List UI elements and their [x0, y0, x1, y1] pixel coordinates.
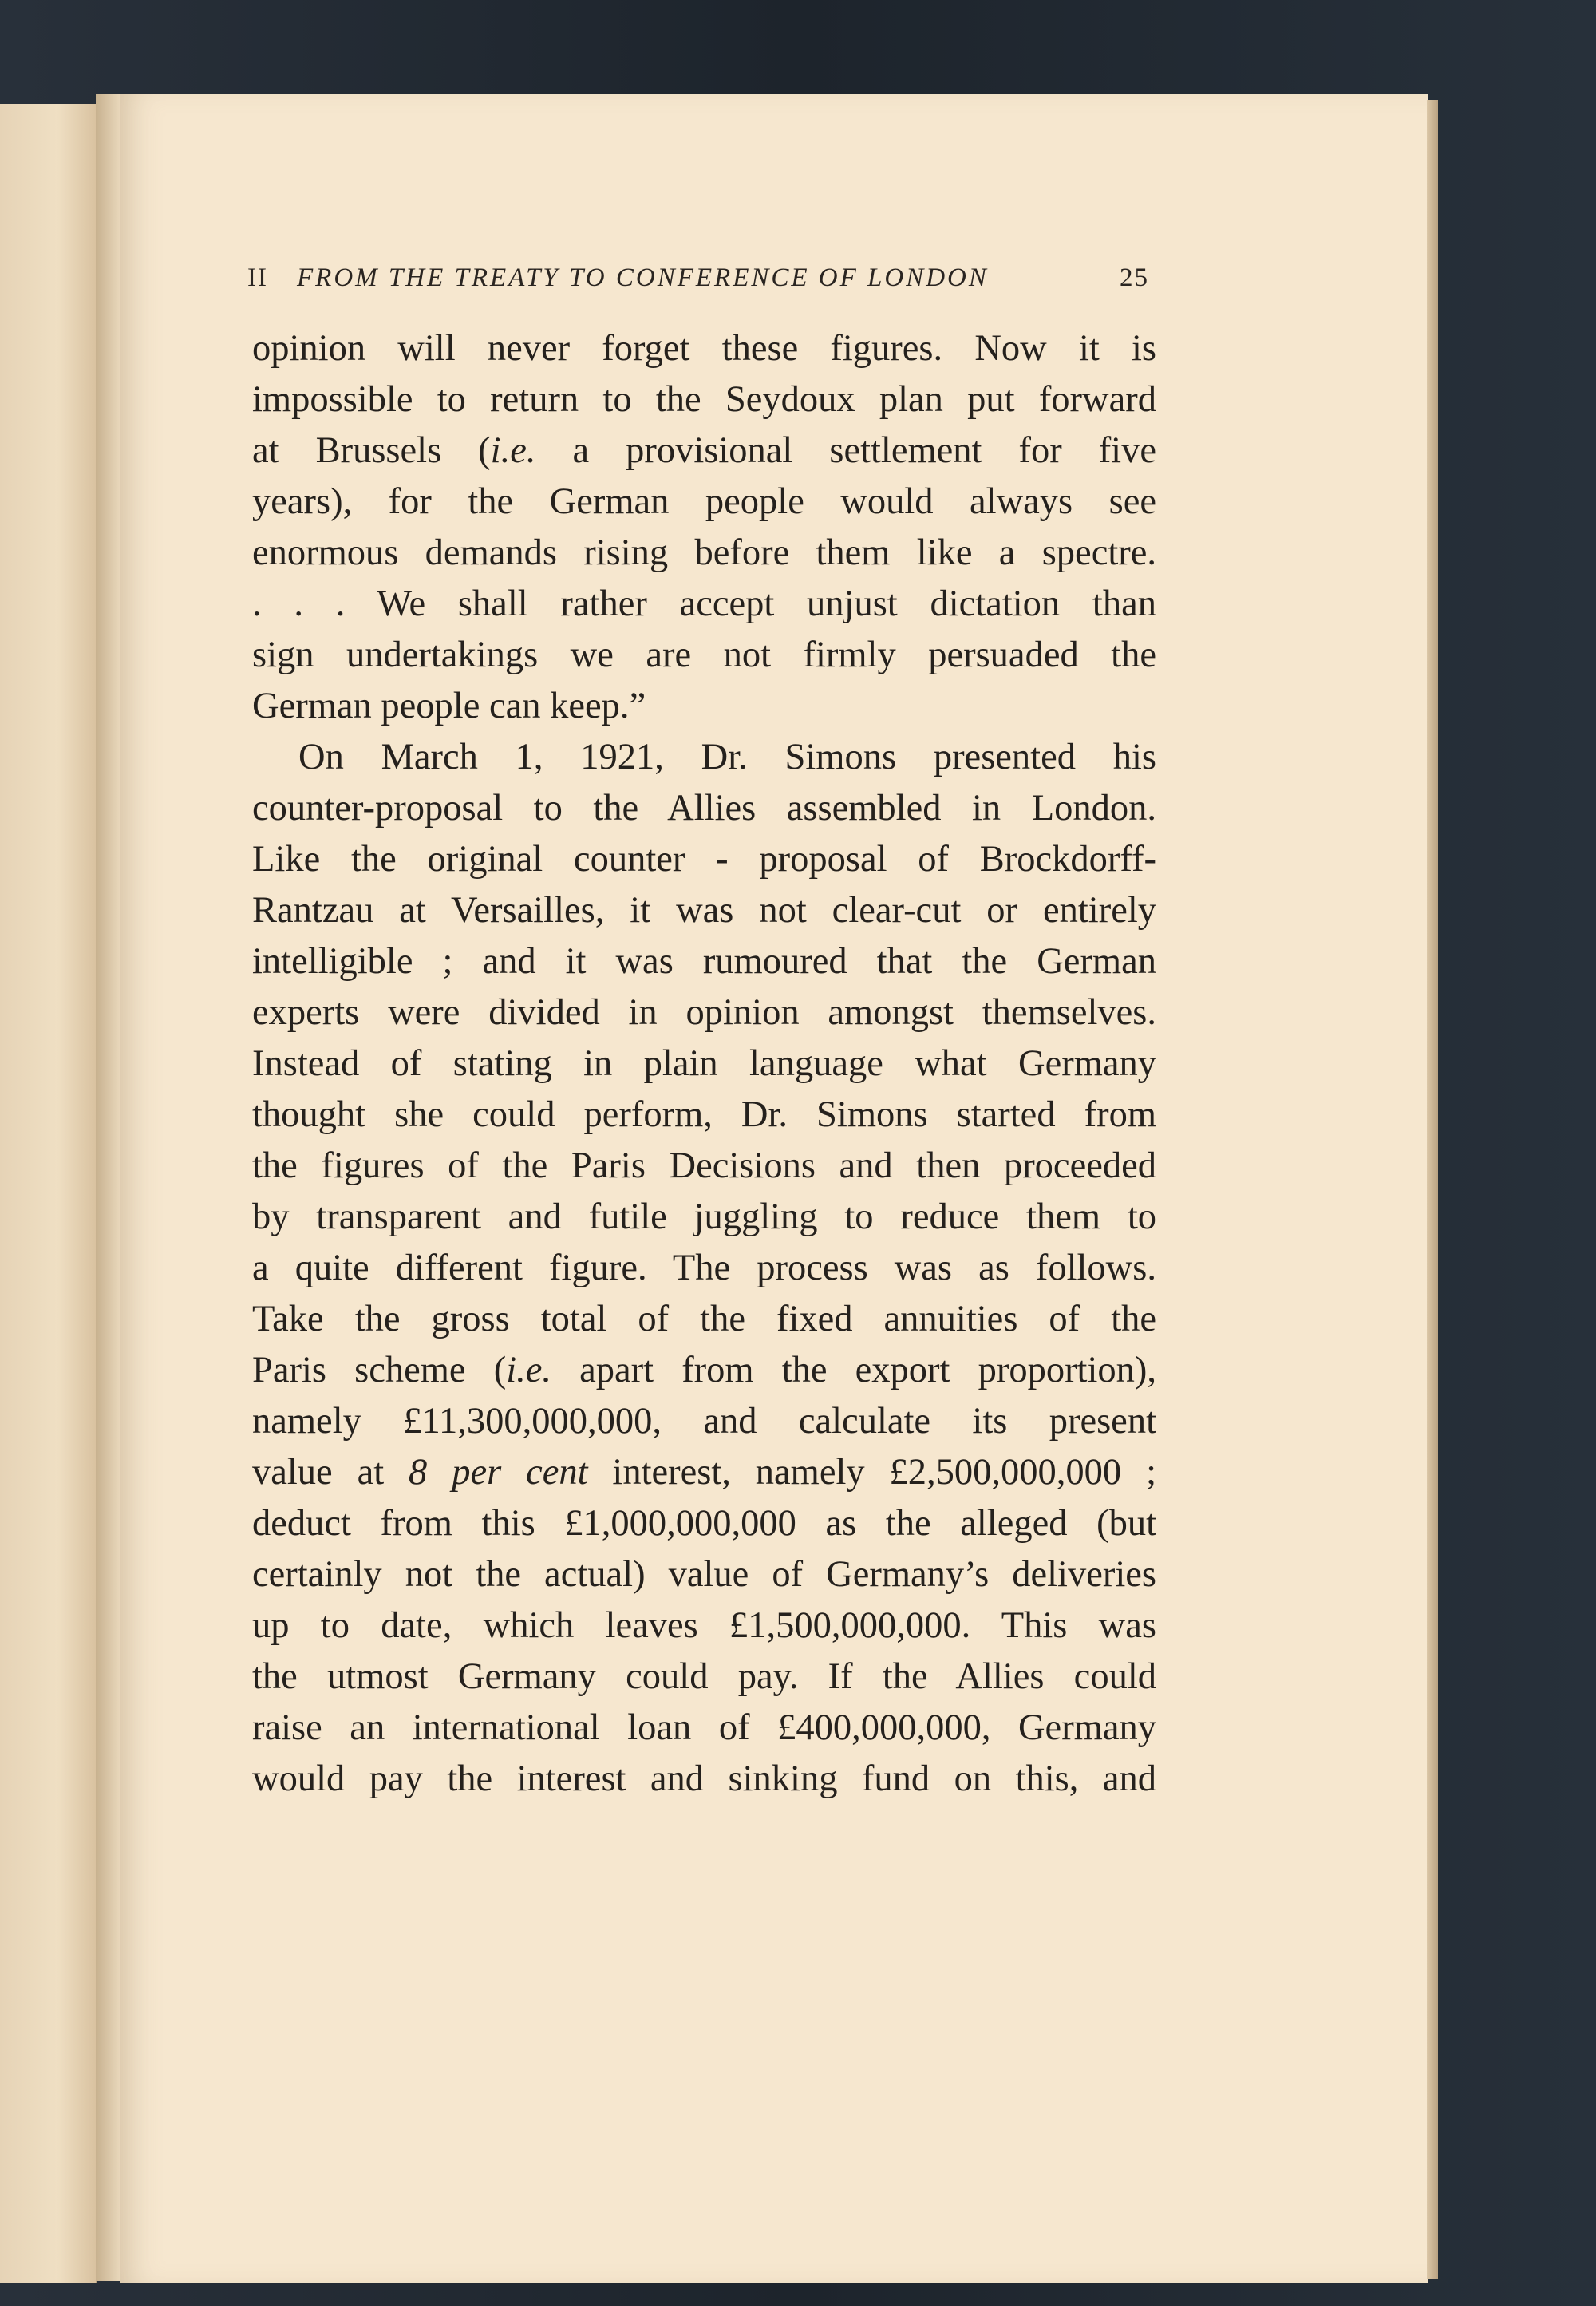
- italic-abbreviation: i.e.: [490, 430, 536, 471]
- text-line: counter-proposal to the Allies assembled in London.: [252, 788, 1156, 829]
- text-line: the figures of the Paris Decisions and then proceeded: [252, 1145, 1156, 1186]
- chapter-number: II: [247, 263, 268, 292]
- text-line: raise an international loan of £400,000,000, Germany: [252, 1707, 1156, 1748]
- text-line: Take the gross total of the fixed annuities of the: [252, 1299, 1156, 1339]
- text-line: namely £11,300,000,000, and calculate its present: [252, 1401, 1156, 1442]
- text-line: would pay the interest and sinking fund on this, and: [252, 1758, 1156, 1799]
- italic-abbreviation: i.e.: [506, 1350, 551, 1390]
- text-line: a quite different figure. The process was as follows.: [252, 1248, 1156, 1288]
- text-line: opinion will never forget these figures. Now it is: [252, 328, 1156, 369]
- text-line: sign undertakings we are not firmly persuaded the: [252, 635, 1156, 675]
- text-line: intelligible ; and it was rumoured that the German: [252, 941, 1156, 982]
- text-line: German people can keep.”: [252, 686, 646, 726]
- paragraph-start-line: On March 1, 1921, Dr. Simons presented his: [298, 737, 1156, 777]
- text-line: Paris scheme (i.e. apart from the export proportion),: [252, 1350, 1156, 1390]
- text-line: Instead of stating in plain language what Germany: [252, 1043, 1156, 1084]
- text-line: impossible to return to the Seydoux plan put forward: [252, 379, 1156, 420]
- text-line: certainly not the actual) value of Germany’s deliveries: [252, 1554, 1156, 1595]
- running-title: FROM THE TREATY TO CONFERENCE OF LONDON: [297, 263, 989, 292]
- text-line: Like the original counter - proposal of Brockdorff-: [252, 839, 1156, 880]
- text-line: enormous demands rising before them like a spectre.: [252, 532, 1156, 573]
- text-line: deduct from this £1,000,000,000 as the alleged (but: [252, 1503, 1156, 1544]
- left-page-edge: [0, 104, 97, 2283]
- text-line: the utmost Germany could pay. If the Allies could: [252, 1656, 1156, 1697]
- text-line: experts were divided in opinion amongst themselves.: [252, 992, 1156, 1033]
- text-line: by transparent and futile juggling to reduce them to: [252, 1197, 1156, 1237]
- page-number: 25: [1120, 263, 1149, 292]
- running-header: [247, 263, 1149, 303]
- text-line: value at 8 per cent interest, namely £2,500,000,000 ;: [252, 1452, 1156, 1493]
- page-fore-edge: [1427, 100, 1438, 2279]
- text-line: at Brussels (i.e. a provisional settlement for five: [252, 430, 1156, 471]
- text-line: Rantzau at Versailles, it was not clear-cut or entirely: [252, 890, 1156, 931]
- text-line: years), for the German people would always see: [252, 481, 1156, 522]
- text-line: thought she could perform, Dr. Simons started from: [252, 1094, 1156, 1135]
- italic-rate: 8 per cent: [409, 1452, 588, 1493]
- body-text: [252, 323, 1156, 1805]
- text-line: . . . We shall rather accept unjust dictation than: [252, 583, 1156, 624]
- text-line: up to date, which leaves £1,500,000,000. This was: [252, 1605, 1156, 1646]
